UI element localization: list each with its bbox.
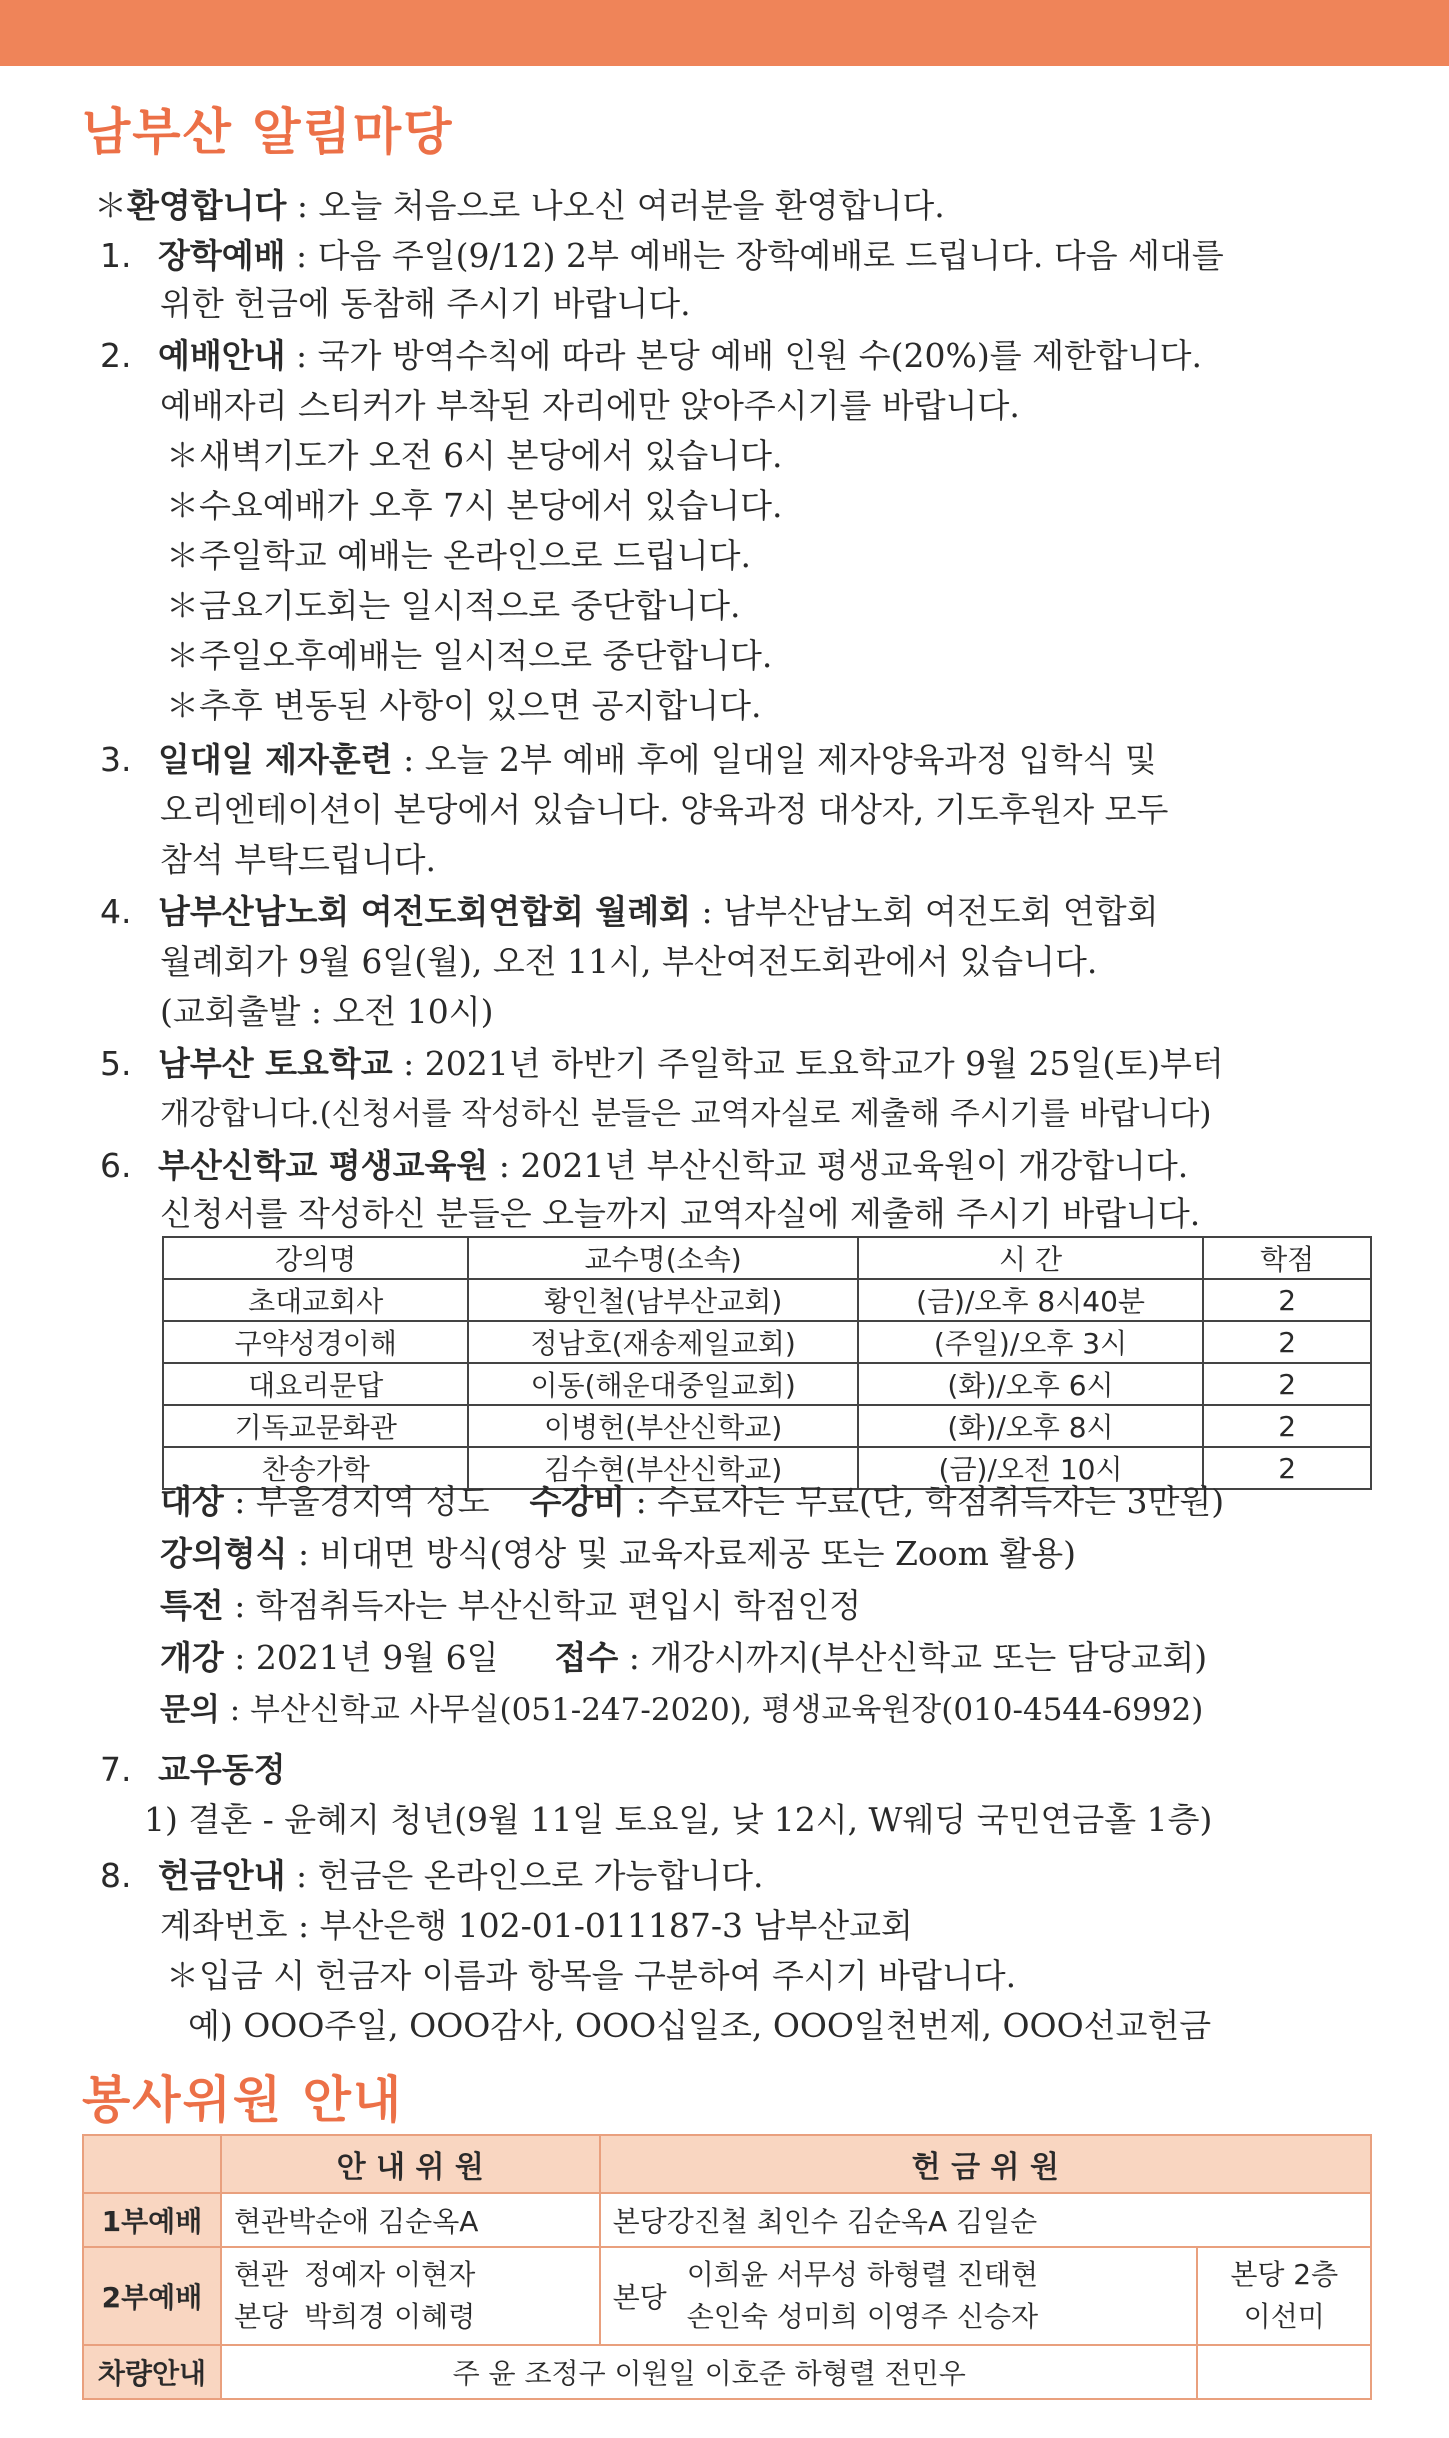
item6-line1: [100, 1142, 1188, 1190]
table-row: [163, 1363, 1371, 1405]
item3-line3: 참석 부탁드립니다.: [160, 840, 437, 879]
item-number: 8.: [100, 1856, 132, 1895]
course-cell: 기독교문화관: [163, 1405, 468, 1447]
credit-cell: 2: [1203, 1321, 1371, 1363]
course-cell: 구약성경이해: [163, 1321, 468, 1363]
place-label: 현관: [233, 2205, 289, 2238]
guide-cell: [221, 2247, 600, 2345]
welcome-line: [94, 182, 945, 230]
target-label: 대상: [160, 1482, 224, 1521]
guide-sub: [234, 2296, 587, 2338]
time-cell: (화)/오후 8시: [858, 1405, 1203, 1447]
format-text: : 비대면 방식(영상 및 교육자료제공 또는 Zoom 활용): [287, 1534, 1077, 1573]
names: 정예자 이현자: [304, 2258, 476, 2291]
item4-text: : 남부산남노회 여전도회 연합회: [691, 892, 1159, 931]
place-label: 본당 2층: [1230, 2258, 1339, 2291]
item2-bullet: ＊주일학교 예배는 온라인으로 드립니다.: [166, 536, 752, 575]
volunteer-header: [83, 2135, 1371, 2193]
item2-bullet: ＊주일오후예배는 일시적으로 중단합니다.: [166, 636, 773, 675]
welcome-text: : 오늘 처음으로 나오신 여러분을 환영합니다.: [286, 186, 945, 225]
service-label: 차량안내: [83, 2345, 221, 2399]
place-label: 현관: [233, 2258, 289, 2291]
format-label: 강의형식: [160, 1534, 288, 1573]
names: 손인숙 성미희 이영주 신승자: [686, 2300, 1039, 2333]
benefit-label: 특전: [160, 1586, 224, 1625]
item-number: 7.: [100, 1750, 132, 1789]
open-apply-line: [160, 1634, 1207, 1682]
professor-cell: 이병헌(부산신학교): [468, 1405, 857, 1447]
credit-cell: 2: [1203, 1405, 1371, 1447]
item3-head: 일대일 제자훈련: [158, 740, 393, 779]
account-line: 계좌번호 : 부산은행 102-01-011187-3 남부산교회: [160, 1906, 913, 1945]
course-cell: 초대교회사: [163, 1279, 468, 1321]
service-label: 1부예배: [83, 2193, 221, 2247]
course-cell: 찬송가학: [163, 1447, 468, 1489]
item7-line1: [100, 1746, 286, 1794]
professor-cell: 김수현(부산신학교): [468, 1447, 857, 1489]
guide-header: 안 내 위 원: [221, 2135, 600, 2193]
target-text: : 부울경지역 성도: [223, 1482, 490, 1521]
item2-head: 예배안내: [158, 336, 286, 375]
item1-line2: 위한 헌금에 동참해 주시기 바랍니다.: [160, 284, 691, 323]
names: 강진철 최인수 김순옥A 김일순: [666, 2205, 1038, 2238]
col-professor: 교수명(소속): [468, 1237, 857, 1279]
table-row: [163, 1321, 1371, 1363]
notice-title: 남부산 알림마당: [82, 103, 454, 161]
deposit-note: ＊입금 시 헌금자 이름과 항목을 구분하여 주시기 바랍니다.: [166, 1956, 1017, 1995]
item-number: 3.: [100, 740, 132, 779]
item5-line1: [100, 1040, 1224, 1088]
item4-line2: 월례회가 9월 6일(월), 오전 11시, 부산여전도회관에서 있습니다.: [160, 942, 1098, 981]
item1-text: : 다음 주일(9/12) 2부 예배는 장학예배로 드립니다. 다음 세대를: [285, 236, 1224, 275]
item6-line2: 신청서를 작성하신 분들은 오늘까지 교역자실에 제출해 주시기 바랍니다.: [160, 1194, 1201, 1233]
item2-line2: 예배자리 스티커가 부착된 자리에만 앉아주시기를 바랍니다.: [160, 386, 1020, 425]
item-number: 6.: [100, 1146, 132, 1185]
item-number: 1.: [100, 236, 132, 275]
inquiry-line: [160, 1686, 1203, 1734]
names: 박순애 김순옥A: [288, 2205, 479, 2238]
item6-head: 부산신학교 평생교육원: [158, 1146, 489, 1185]
item2-bullet: ＊수요예배가 오후 7시 본당에서 있습니다.: [166, 486, 783, 525]
table-row: [163, 1405, 1371, 1447]
item5-text: : 2021년 하반기 주일학교 토요학교가 9월 25일(토)부터: [392, 1044, 1224, 1083]
benefit-text: : 학점취득자는 부산신학교 편입시 학점인정: [223, 1586, 862, 1625]
item4-line1: [100, 888, 1159, 936]
vehicle-cell: 주 윤 조정구 이원일 이호준 하형렬 전민우: [221, 2345, 1198, 2399]
format-line: [160, 1530, 1076, 1578]
item8-head: 헌금안내: [158, 1856, 286, 1895]
volunteer-table: [82, 2134, 1372, 2400]
inquiry-text: : 부산신학교 사무실(051-247-2020), 평생교육원장(010-4544-6992): [219, 1692, 1204, 1728]
volunteer-title: 봉사위원 안내: [82, 2071, 404, 2129]
item1-line1: [100, 232, 1224, 280]
service-label: 2부예배: [83, 2247, 221, 2345]
item3-text: : 오늘 2부 예배 후에 일대일 제자양육과정 입학식 및: [392, 740, 1157, 779]
open-text: : 2021년 9월 6일: [223, 1638, 499, 1677]
inquiry-label: 문의: [160, 1692, 220, 1728]
item8-line1: [100, 1852, 764, 1900]
credit-cell: 2: [1203, 1279, 1371, 1321]
apply-label: 접수: [554, 1638, 619, 1677]
item2-bullet: ＊추후 변동된 사항이 있으면 공지합니다.: [166, 686, 762, 725]
col-course-name: 강의명: [163, 1237, 468, 1279]
table-row: [83, 2247, 1371, 2345]
corner-cell: [83, 2135, 221, 2193]
open-label: 개강: [160, 1638, 224, 1677]
offering-names: [687, 2254, 1038, 2338]
deposit-example: 예) OOO주일, OOO감사, OOO십일조, OOO일천번제, OOO선교헌금: [188, 2006, 1212, 2045]
credit-cell: 2: [1203, 1447, 1371, 1489]
course-cell: 대요리문답: [163, 1363, 468, 1405]
empty-cell: [1197, 2345, 1371, 2399]
offering-group: [613, 2254, 1185, 2338]
names: 이선미: [1243, 2300, 1325, 2333]
apply-text: : 개강시까지(부산신학교 또는 담당교회): [618, 1638, 1208, 1677]
offering-cell: [600, 2247, 1198, 2345]
item5-line2: 개강합니다.(신청서를 작성하신 분들은 교역자실로 제출해 주시기를 바랍니다): [160, 1096, 1212, 1132]
place-label: 본당: [612, 2281, 667, 2314]
item2-bullet: ＊금요기도회는 일시적으로 중단합니다.: [166, 586, 741, 625]
item1-head: 장학예배: [158, 236, 286, 275]
welcome-head: 환영합니다: [127, 186, 287, 225]
item3-line1: [100, 736, 1157, 784]
course-table: [162, 1236, 1372, 1490]
item6-text: : 2021년 부산신학교 평생교육원이 개강합니다.: [488, 1146, 1189, 1185]
benefit-line: [160, 1582, 861, 1630]
course-table-header: [163, 1237, 1371, 1279]
time-cell: (화)/오후 6시: [858, 1363, 1203, 1405]
credit-cell: 2: [1203, 1363, 1371, 1405]
item4-head: 남부산남노회 여전도회연합회 월례회: [158, 892, 692, 931]
professor-cell: 황인철(남부산교회): [468, 1279, 857, 1321]
item8-text: : 헌금은 온라인으로 가능합니다.: [285, 1856, 764, 1895]
time-cell: (금)/오전 10시: [858, 1447, 1203, 1489]
extra-cell: [1197, 2247, 1371, 2345]
names: 박희경 이혜령: [304, 2300, 476, 2333]
professor-cell: 이동(해운대중일교회): [468, 1363, 857, 1405]
place-label: 본당: [233, 2300, 289, 2333]
item2-text: : 국가 방역수칙에 따라 본당 예배 인원 수(20%)를 제한합니다.: [285, 336, 1202, 375]
item-number: 4.: [100, 892, 132, 931]
item5-head: 남부산 토요학교: [158, 1044, 393, 1083]
table-row: [83, 2193, 1371, 2247]
fee-text: : 수료자는 무료(단, 학점취득자는 3만원): [625, 1482, 1225, 1521]
table-row: [163, 1279, 1371, 1321]
fee-label: 수강비: [529, 1482, 626, 1521]
time-cell: (금)/오후 8시40분: [858, 1279, 1203, 1321]
top-color-bar: [0, 0, 1449, 66]
item-number: 2.: [100, 336, 132, 375]
target-fee-line: [160, 1478, 1224, 1526]
table-row: [83, 2345, 1371, 2399]
item2-line1: [100, 332, 1202, 380]
professor-cell: 정남호(재송제일교회): [468, 1321, 857, 1363]
bullet: ＊: [94, 186, 127, 225]
item7-line2: 1) 결혼 - 윤혜지 청년(9월 11일 토요일, 낮 12시, W웨딩 국민연금홀 1층): [144, 1800, 1213, 1839]
item7-head: 교우동정: [158, 1750, 286, 1789]
col-time: 시 간: [858, 1237, 1203, 1279]
guide-sub: [234, 2254, 587, 2296]
place-label: 본당: [612, 2205, 667, 2238]
guide-cell: [221, 2193, 600, 2247]
item-number: 5.: [100, 1044, 132, 1083]
offering-cell: [600, 2193, 1371, 2247]
col-credit: 학점: [1203, 1237, 1371, 1279]
item4-line3: (교회출발 : 오전 10시): [160, 992, 494, 1031]
time-cell: (주일)/오후 3시: [858, 1321, 1203, 1363]
names: 이희윤 서무성 하형렬 진태현: [686, 2258, 1039, 2291]
item2-bullet: ＊새벽기도가 오전 6시 본당에서 있습니다.: [166, 436, 783, 475]
item3-line2: 오리엔테이션이 본당에서 있습니다. 양육과정 대상자, 기도후원자 모두: [160, 790, 1169, 829]
offering-header: 헌 금 위 원: [600, 2135, 1371, 2193]
